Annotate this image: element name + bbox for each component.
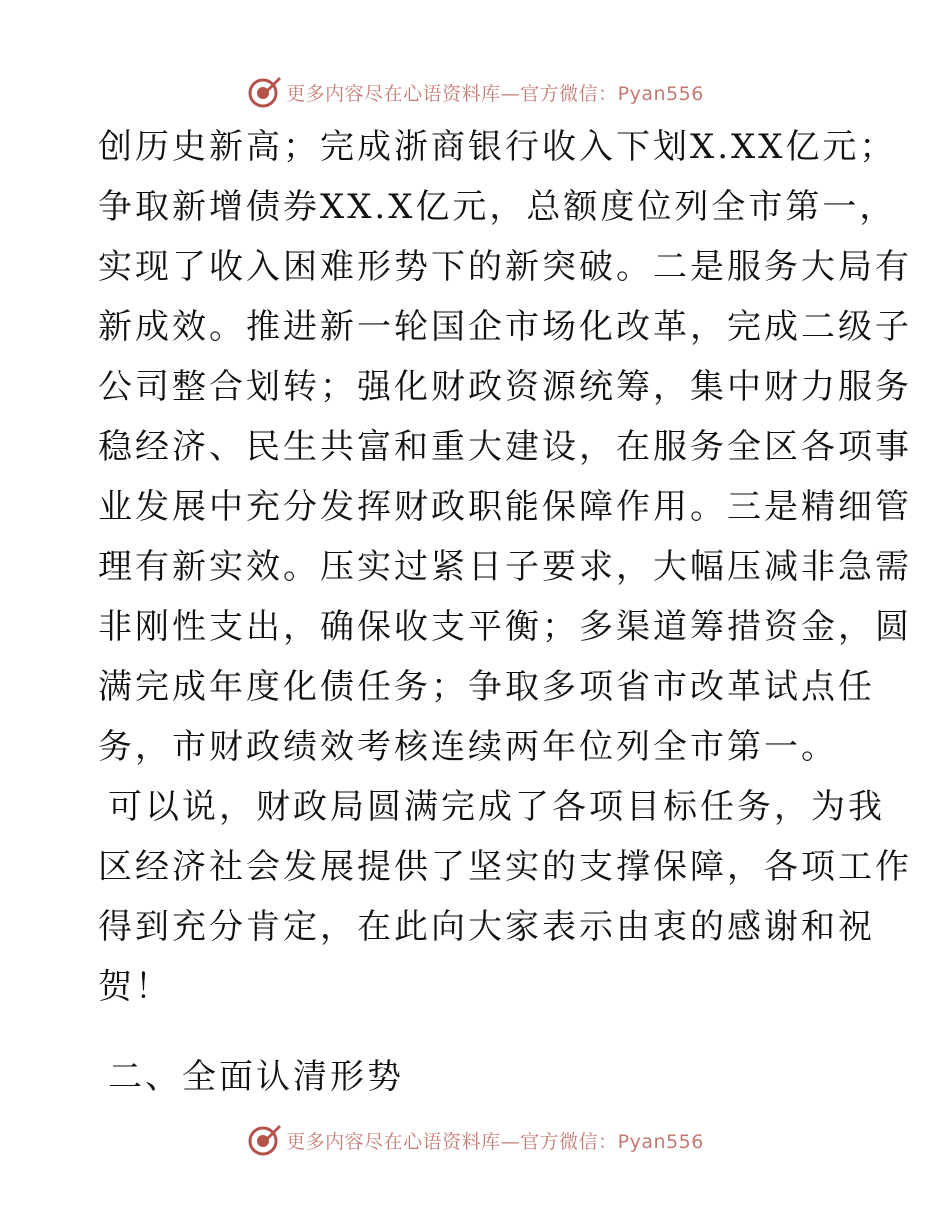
text-line: 公司整合划转；强化财政资源统筹，集中财力服务 bbox=[98, 367, 912, 407]
text-line: 得到充分肯定，在此向大家表示由衷的感谢和祝 bbox=[98, 907, 875, 947]
text-line: 稳经济、民生共富和重大建设，在服务全区各项事 bbox=[98, 427, 912, 467]
text-line: 非刚性支出，确保收支平衡；多渠道筹措资金，圆 bbox=[98, 607, 912, 647]
text-line: 争取新增债券XX.X亿元，总额度位列全市第一， bbox=[98, 187, 897, 227]
text-line: 务，市财政绩效考核连续两年位列全市第一。 bbox=[98, 727, 838, 767]
text-line: 区经济社会发展提供了坚实的支撑保障，各项工作 bbox=[98, 847, 912, 887]
watermark-text: 更多内容尽在心语资料库—官方微信：Pyan556 bbox=[286, 1130, 704, 1153]
watermark-banner-top bbox=[0, 72, 950, 112]
pen-logo-icon bbox=[246, 74, 282, 110]
text-line: 贺！ bbox=[98, 967, 172, 1007]
watermark-banner-bottom bbox=[0, 1120, 950, 1160]
text-line: 业发展中充分发挥财政职能保障作用。三是精细管 bbox=[98, 487, 912, 527]
paragraph-achievements bbox=[98, 124, 912, 784]
text-line: 理有新实效。压实过紧日子要求，大幅压减非急需 bbox=[98, 547, 912, 587]
text-line: 可以说，财政局圆满完成了各项目标任务，为我 bbox=[108, 787, 885, 827]
text-line: 满完成年度化债任务；争取多项省市改革试点任 bbox=[98, 667, 875, 707]
section-heading: 二、全面认清形势 bbox=[108, 1057, 404, 1097]
text-line: 创历史新高；完成浙商银行收入下划X.XX亿元； bbox=[98, 127, 897, 167]
text-line: 新成效。推进新一轮国企市场化改革，完成二级子 bbox=[98, 307, 912, 347]
watermark-text: 更多内容尽在心语资料库—官方微信：Pyan556 bbox=[286, 82, 704, 105]
pen-logo-icon bbox=[246, 1122, 282, 1158]
paragraph-summary bbox=[98, 784, 912, 1044]
document-body bbox=[98, 124, 912, 1100]
text-line: 实现了收入困难形势下的新突破。二是服务大局有 bbox=[98, 247, 912, 287]
